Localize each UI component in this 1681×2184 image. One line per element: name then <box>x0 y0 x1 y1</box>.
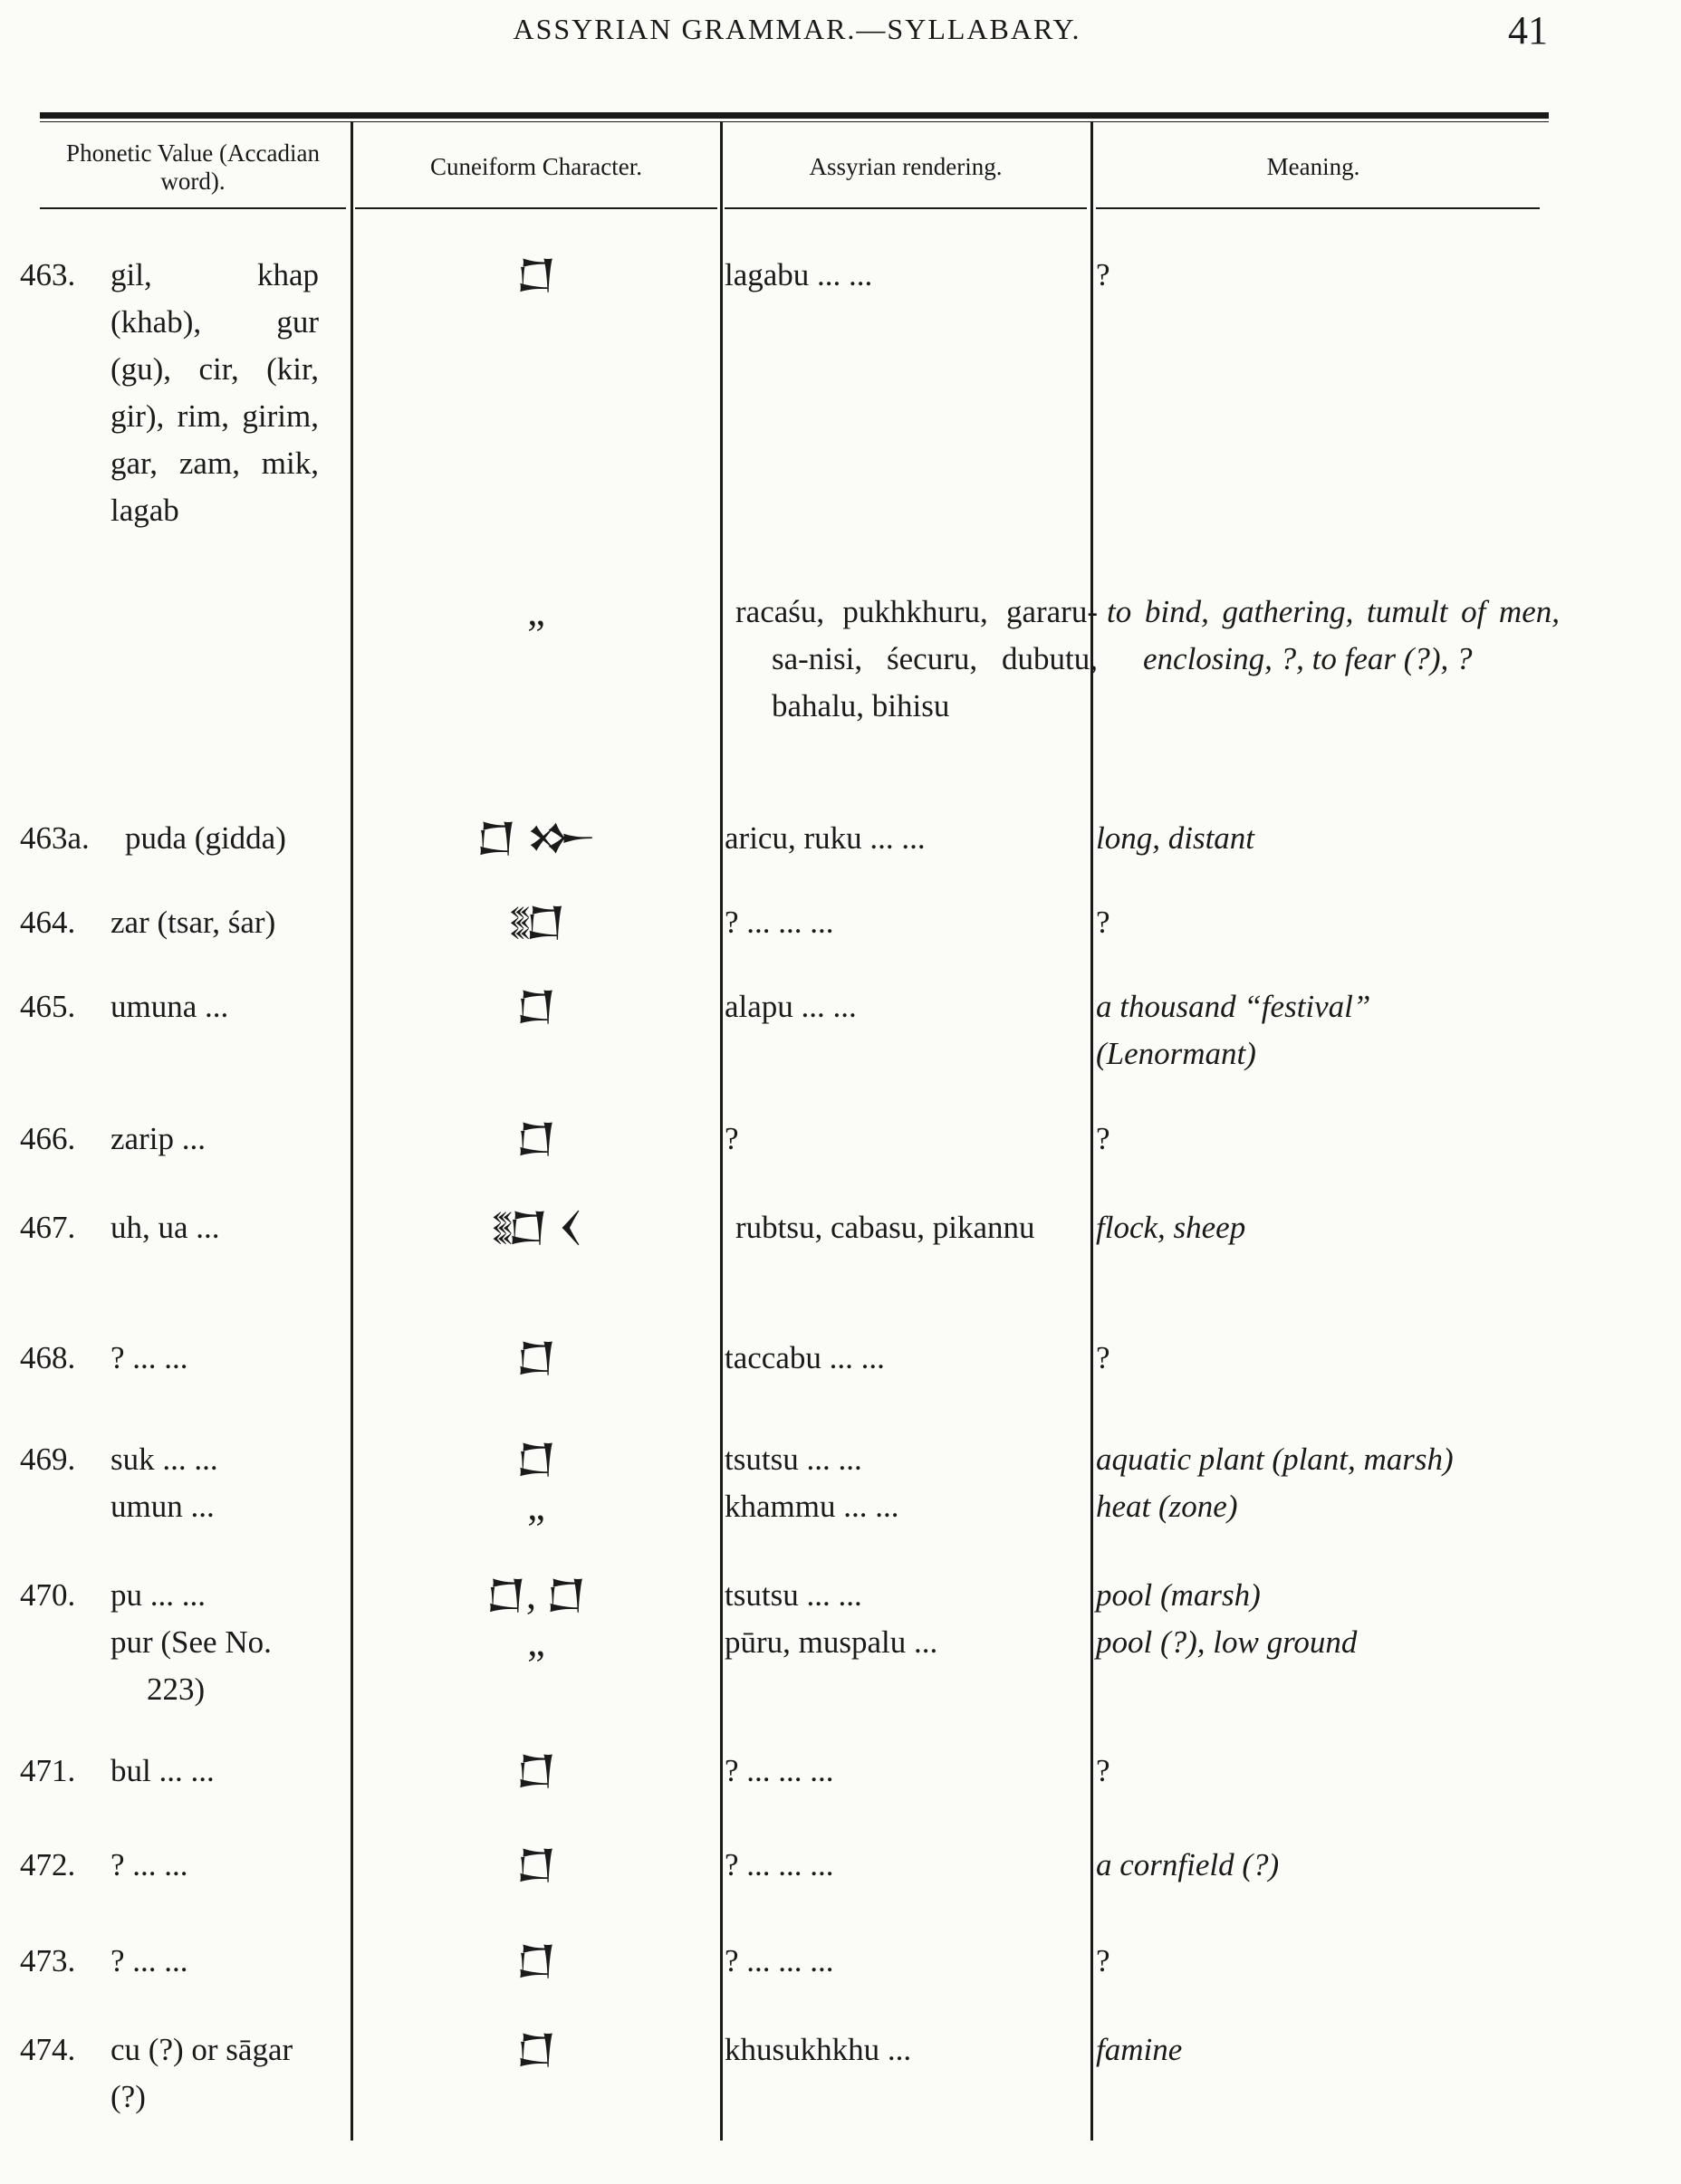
meaning: a cornfield (?) <box>1096 1847 1280 1882</box>
meaning: aquatic plant (plant, marsh) heat (zone) <box>1096 1442 1454 1524</box>
cuneiform-character: 𒆸 <box>515 253 557 297</box>
column-divider-1 <box>351 121 353 2141</box>
assyrian-rendering: lagabu ... ... <box>725 257 873 292</box>
cuneiform-character: 𒊬 <box>506 900 566 944</box>
page-header <box>0 8 1681 67</box>
phonetic-value: zar (tsar, śar) <box>110 905 276 940</box>
phonetic-value: bul ... ... <box>110 1753 215 1788</box>
assyrian-rendering: ? ... ... ... <box>725 1847 834 1882</box>
header-rule-2 <box>355 207 717 209</box>
header-rule-4 <box>1096 207 1540 209</box>
assyrian-rendering: taccabu ... ... <box>725 1340 885 1375</box>
cuneiform-character: 𒆸 <box>515 984 557 1029</box>
entry-number: 467. <box>20 1210 76 1245</box>
entry-number: 463. <box>20 257 76 292</box>
meaning: ? <box>1096 257 1110 292</box>
top-rule <box>40 112 1549 119</box>
cuneiform-character: 𒊬 𒌋 <box>489 1205 583 1250</box>
column-header-phonetic: Phonetic Value (Accadian word). <box>66 139 320 195</box>
phonetic-value: puda (gidda) <box>125 820 286 856</box>
phonetic-value: uh, ua ... <box>110 1210 220 1245</box>
column-header-meaning: Meaning. <box>1266 153 1360 181</box>
column-header-cuneiform: Cuneiform Character. <box>430 153 642 181</box>
meaning: famine <box>1096 2032 1183 2067</box>
phonetic-value: suk ... ... umun ... <box>110 1442 218 1524</box>
assyrian-rendering: racaśu, pukhkhuru, gararu-sa-nisi, śecuru, dubutu, bahalu, bihisu <box>735 594 1098 723</box>
phonetic-value: zarip ... <box>110 1121 206 1156</box>
phonetic-value: umuna ... <box>110 989 229 1024</box>
phonetic-value: ? ... ... <box>110 1943 188 1978</box>
top-rule-thin <box>40 121 1549 122</box>
phonetic-value: ? ... ... <box>110 1847 188 1882</box>
column-divider-3 <box>1090 121 1093 2141</box>
entry-number: 473. <box>20 1943 76 1978</box>
entry-number: 466. <box>20 1121 76 1156</box>
phonetic-value: cu (?) or sāgar (?) <box>110 2032 293 2114</box>
meaning: ? <box>1096 1943 1110 1978</box>
meaning: to bind, gathering, tumult of men, enclosing, ?, to fear (?), ? <box>1107 594 1560 676</box>
running-head: ASSYRIAN GRAMMAR.—SYLLABARY. <box>513 13 1081 45</box>
cuneiform-character: 𒆸 <box>515 1116 557 1161</box>
entry-number: 470. <box>20 1577 76 1613</box>
page-number: 41 <box>1508 8 1548 53</box>
assyrian-rendering: ? ... ... ... <box>725 905 834 940</box>
assyrian-rendering: ? <box>725 1121 739 1156</box>
meaning: a thousand “festival” (Lenormant) <box>1096 989 1371 1071</box>
meaning: ? <box>1096 905 1110 940</box>
entry-number: 465. <box>20 989 76 1024</box>
assyrian-rendering: tsutsu ... ... khammu ... ... <box>725 1442 899 1524</box>
header-rule-3 <box>725 207 1087 209</box>
assyrian-rendering: alapu ... ... <box>725 989 857 1024</box>
entry-number: 471. <box>20 1753 76 1788</box>
entry-number: 469. <box>20 1442 76 1477</box>
assyrian-rendering: ? ... ... ... <box>725 1943 834 1978</box>
phonetic-value: pu ... ... pur (See No. 223) <box>110 1577 272 1707</box>
cuneiform-character: 𒆸 „ <box>515 1437 557 1528</box>
entry-number: 472. <box>20 1847 76 1882</box>
cuneiform-character: 𒆸 <box>515 1843 557 1887</box>
meaning: ? <box>1096 1753 1110 1788</box>
cuneiform-character: 𒆸, 𒆸 „ <box>485 1573 587 1664</box>
assyrian-rendering: aricu, ruku ... ... <box>725 820 926 856</box>
meaning: flock, sheep <box>1096 1210 1246 1245</box>
assyrian-rendering: khusukhkhu ... <box>725 2032 912 2067</box>
header-rule-1 <box>40 207 346 209</box>
assyrian-rendering: tsutsu ... ... pūru, muspalu ... <box>725 1577 938 1660</box>
meaning: pool (marsh) pool (?), low ground <box>1096 1577 1358 1660</box>
assyrian-rendering: ? ... ... ... <box>725 1753 834 1788</box>
column-divider-2 <box>720 121 723 2141</box>
entry-number: 474. <box>20 2032 76 2067</box>
entry-number: 464. <box>20 905 76 940</box>
meaning: ? <box>1096 1340 1110 1375</box>
meaning: ? <box>1096 1121 1110 1156</box>
entry-number: 468. <box>20 1340 76 1375</box>
entry-number: 463a. <box>20 820 90 856</box>
cuneiform-character: 𒆸 <box>515 2027 557 2072</box>
column-header-assyrian: Assyrian rendering. <box>809 153 1003 181</box>
cuneiform-character: 𒆸 <box>515 1336 557 1380</box>
phonetic-value: ? ... ... <box>110 1340 188 1375</box>
meaning: long, distant <box>1096 820 1255 856</box>
cuneiform-character: 𒆸 <box>515 1748 557 1793</box>
cuneiform-character: „ <box>527 589 545 634</box>
cuneiform-character: 𒆸 𒁍 <box>475 816 597 860</box>
assyrian-rendering: rubtsu, cabasu, pikannu <box>735 1210 1035 1245</box>
cuneiform-character: 𒆸 <box>515 1939 557 1983</box>
phonetic-value: gil, khap (khab), gur (gu), cir, (kir, gir), rim, girim, gar, zam, mik, lagab <box>110 257 319 528</box>
